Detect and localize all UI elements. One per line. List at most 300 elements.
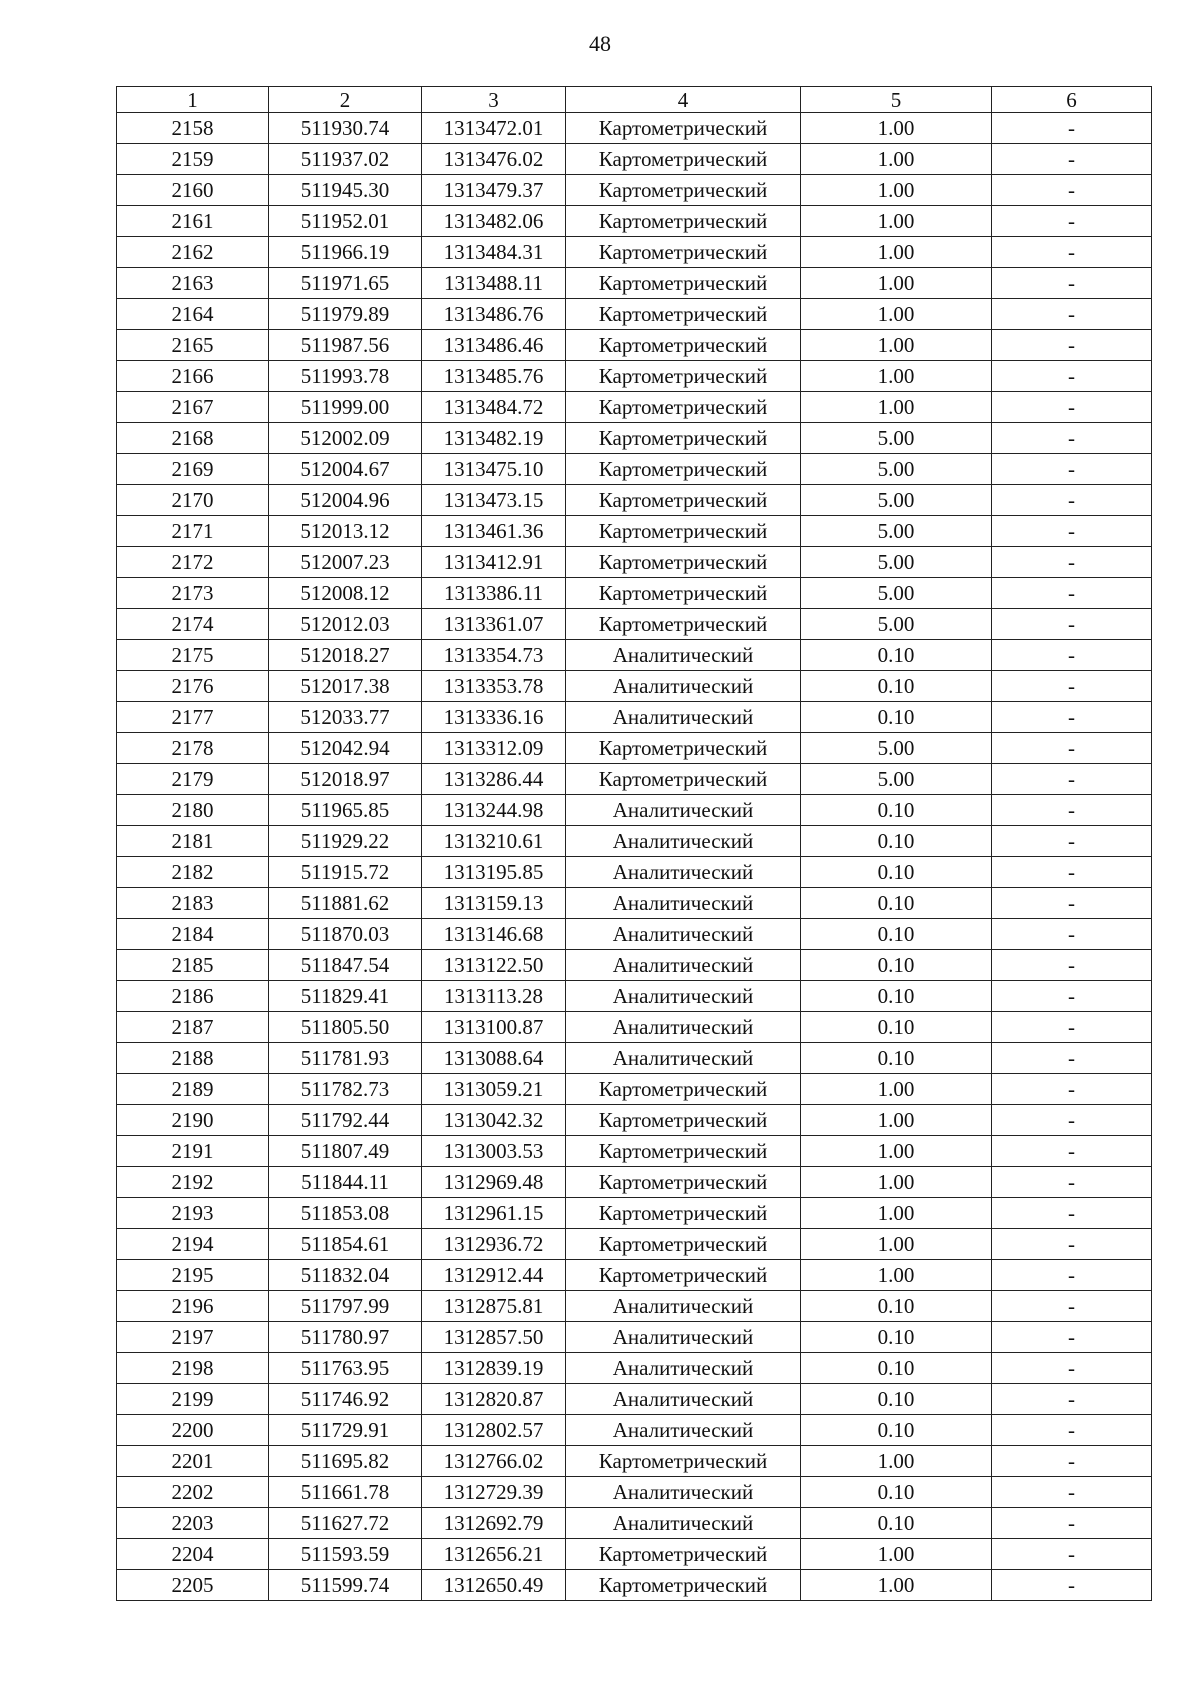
method-cell: Аналитический [566, 1322, 801, 1353]
header-row [117, 87, 1152, 113]
x-coordinate-cell: 511929.22 [269, 826, 422, 857]
method-cell: Картометрический [566, 299, 801, 330]
y-coordinate-cell: 1313353.78 [422, 671, 566, 702]
table-row [117, 609, 1152, 640]
x-coordinate-cell: 511999.00 [269, 392, 422, 423]
x-coordinate-cell: 511792.44 [269, 1105, 422, 1136]
method-cell: Картометрический [566, 330, 801, 361]
table-row [117, 237, 1152, 268]
point-number-cell: 2163 [117, 268, 269, 299]
note-cell: - [992, 671, 1152, 702]
x-coordinate-cell: 511881.62 [269, 888, 422, 919]
x-coordinate-cell: 511987.56 [269, 330, 422, 361]
accuracy-cell: 1.00 [801, 1539, 992, 1570]
accuracy-cell: 5.00 [801, 485, 992, 516]
table-row [117, 1291, 1152, 1322]
note-cell: - [992, 764, 1152, 795]
method-cell: Аналитический [566, 671, 801, 702]
note-cell: - [992, 330, 1152, 361]
method-cell: Аналитический [566, 1043, 801, 1074]
x-coordinate-cell: 512013.12 [269, 516, 422, 547]
note-cell: - [992, 702, 1152, 733]
point-number-cell: 2185 [117, 950, 269, 981]
point-number-cell: 2193 [117, 1198, 269, 1229]
accuracy-cell: 1.00 [801, 392, 992, 423]
accuracy-cell: 5.00 [801, 764, 992, 795]
note-cell: - [992, 578, 1152, 609]
point-number-cell: 2183 [117, 888, 269, 919]
note-cell: - [992, 1322, 1152, 1353]
accuracy-cell: 5.00 [801, 733, 992, 764]
accuracy-cell: 0.10 [801, 1508, 992, 1539]
note-cell: - [992, 144, 1152, 175]
table-row [117, 1136, 1152, 1167]
method-cell: Картометрический [566, 237, 801, 268]
accuracy-cell: 5.00 [801, 516, 992, 547]
note-cell: - [992, 1539, 1152, 1570]
method-cell: Аналитический [566, 1415, 801, 1446]
accuracy-cell: 1.00 [801, 237, 992, 268]
y-coordinate-cell: 1313485.76 [422, 361, 566, 392]
y-coordinate-cell: 1313476.02 [422, 144, 566, 175]
method-cell: Картометрический [566, 454, 801, 485]
point-number-cell: 2199 [117, 1384, 269, 1415]
method-cell: Аналитический [566, 1477, 801, 1508]
x-coordinate-cell: 511780.97 [269, 1322, 422, 1353]
accuracy-cell: 0.10 [801, 888, 992, 919]
x-coordinate-cell: 512007.23 [269, 547, 422, 578]
point-number-cell: 2192 [117, 1167, 269, 1198]
table-row [117, 206, 1152, 237]
x-coordinate-cell: 511915.72 [269, 857, 422, 888]
x-coordinate-cell: 512004.67 [269, 454, 422, 485]
x-coordinate-cell: 512018.27 [269, 640, 422, 671]
y-coordinate-cell: 1313042.32 [422, 1105, 566, 1136]
note-cell: - [992, 516, 1152, 547]
y-coordinate-cell: 1313488.11 [422, 268, 566, 299]
method-cell: Аналитический [566, 950, 801, 981]
method-cell: Картометрический [566, 1105, 801, 1136]
point-number-cell: 2167 [117, 392, 269, 423]
accuracy-cell: 1.00 [801, 1260, 992, 1291]
note-cell: - [992, 547, 1152, 578]
method-cell: Аналитический [566, 857, 801, 888]
point-number-cell: 2184 [117, 919, 269, 950]
x-coordinate-cell: 511797.99 [269, 1291, 422, 1322]
point-number-cell: 2194 [117, 1229, 269, 1260]
table-row [117, 1322, 1152, 1353]
point-number-cell: 2201 [117, 1446, 269, 1477]
method-cell: Аналитический [566, 640, 801, 671]
x-coordinate-cell: 511993.78 [269, 361, 422, 392]
y-coordinate-cell: 1312969.48 [422, 1167, 566, 1198]
y-coordinate-cell: 1313195.85 [422, 857, 566, 888]
accuracy-cell: 1.00 [801, 144, 992, 175]
x-coordinate-cell: 511832.04 [269, 1260, 422, 1291]
table-row [117, 671, 1152, 702]
note-cell: - [992, 175, 1152, 206]
note-cell: - [992, 1136, 1152, 1167]
table-row [117, 1260, 1152, 1291]
method-cell: Картометрический [566, 1539, 801, 1570]
point-number-cell: 2178 [117, 733, 269, 764]
accuracy-cell: 0.10 [801, 671, 992, 702]
note-cell: - [992, 919, 1152, 950]
x-coordinate-cell: 512018.97 [269, 764, 422, 795]
accuracy-cell: 1.00 [801, 299, 992, 330]
point-number-cell: 2164 [117, 299, 269, 330]
x-coordinate-cell: 511599.74 [269, 1570, 422, 1601]
y-coordinate-cell: 1313484.72 [422, 392, 566, 423]
accuracy-cell: 0.10 [801, 1353, 992, 1384]
table-row [117, 175, 1152, 206]
table-row [117, 888, 1152, 919]
accuracy-cell: 5.00 [801, 609, 992, 640]
y-coordinate-cell: 1312936.72 [422, 1229, 566, 1260]
accuracy-cell: 5.00 [801, 423, 992, 454]
note-cell: - [992, 950, 1152, 981]
method-cell: Аналитический [566, 1012, 801, 1043]
note-cell: - [992, 1043, 1152, 1074]
note-cell: - [992, 1446, 1152, 1477]
point-number-cell: 2186 [117, 981, 269, 1012]
note-cell: - [992, 1229, 1152, 1260]
point-number-cell: 2197 [117, 1322, 269, 1353]
note-cell: - [992, 1167, 1152, 1198]
point-number-cell: 2177 [117, 702, 269, 733]
x-coordinate-cell: 512017.38 [269, 671, 422, 702]
table-row [117, 981, 1152, 1012]
point-number-cell: 2188 [117, 1043, 269, 1074]
y-coordinate-cell: 1313312.09 [422, 733, 566, 764]
y-coordinate-cell: 1313479.37 [422, 175, 566, 206]
y-coordinate-cell: 1313412.91 [422, 547, 566, 578]
point-number-cell: 2200 [117, 1415, 269, 1446]
table-row [117, 1074, 1152, 1105]
accuracy-cell: 1.00 [801, 1570, 992, 1601]
table-row [117, 1446, 1152, 1477]
table-row [117, 1043, 1152, 1074]
table-row [117, 733, 1152, 764]
accuracy-cell: 1.00 [801, 175, 992, 206]
y-coordinate-cell: 1312839.19 [422, 1353, 566, 1384]
accuracy-cell: 1.00 [801, 1074, 992, 1105]
point-number-cell: 2196 [117, 1291, 269, 1322]
x-coordinate-cell: 511807.49 [269, 1136, 422, 1167]
method-cell: Картометрический [566, 268, 801, 299]
point-number-cell: 2191 [117, 1136, 269, 1167]
y-coordinate-cell: 1312912.44 [422, 1260, 566, 1291]
method-cell: Аналитический [566, 795, 801, 826]
table-row [117, 361, 1152, 392]
point-number-cell: 2205 [117, 1570, 269, 1601]
x-coordinate-cell: 512033.77 [269, 702, 422, 733]
accuracy-cell: 0.10 [801, 1291, 992, 1322]
table-row [117, 299, 1152, 330]
method-cell: Аналитический [566, 1508, 801, 1539]
y-coordinate-cell: 1313472.01 [422, 113, 566, 144]
note-cell: - [992, 888, 1152, 919]
header-cell-3: 3 [422, 87, 566, 113]
y-coordinate-cell: 1312650.49 [422, 1570, 566, 1601]
table-row [117, 1167, 1152, 1198]
table-row [117, 1012, 1152, 1043]
y-coordinate-cell: 1313482.19 [422, 423, 566, 454]
accuracy-cell: 0.10 [801, 857, 992, 888]
accuracy-cell: 1.00 [801, 1136, 992, 1167]
point-number-cell: 2169 [117, 454, 269, 485]
table-row [117, 1198, 1152, 1229]
accuracy-cell: 1.00 [801, 1105, 992, 1136]
table-row [117, 1539, 1152, 1570]
y-coordinate-cell: 1313159.13 [422, 888, 566, 919]
note-cell: - [992, 857, 1152, 888]
header-cell-6: 6 [992, 87, 1152, 113]
y-coordinate-cell: 1313475.10 [422, 454, 566, 485]
y-coordinate-cell: 1312656.21 [422, 1539, 566, 1570]
y-coordinate-cell: 1313484.31 [422, 237, 566, 268]
method-cell: Картометрический [566, 547, 801, 578]
x-coordinate-cell: 512004.96 [269, 485, 422, 516]
method-cell: Картометрический [566, 1260, 801, 1291]
note-cell: - [992, 1012, 1152, 1043]
method-cell: Картометрический [566, 1570, 801, 1601]
x-coordinate-cell: 511971.65 [269, 268, 422, 299]
y-coordinate-cell: 1313100.87 [422, 1012, 566, 1043]
y-coordinate-cell: 1313336.16 [422, 702, 566, 733]
point-number-cell: 2168 [117, 423, 269, 454]
accuracy-cell: 1.00 [801, 1229, 992, 1260]
y-coordinate-cell: 1313486.46 [422, 330, 566, 361]
method-cell: Картометрический [566, 1074, 801, 1105]
table-row [117, 454, 1152, 485]
note-cell: - [992, 1384, 1152, 1415]
point-number-cell: 2172 [117, 547, 269, 578]
point-number-cell: 2170 [117, 485, 269, 516]
method-cell: Картометрический [566, 144, 801, 175]
header-cell-5: 5 [801, 87, 992, 113]
note-cell: - [992, 1508, 1152, 1539]
point-number-cell: 2166 [117, 361, 269, 392]
note-cell: - [992, 733, 1152, 764]
note-cell: - [992, 1198, 1152, 1229]
note-cell: - [992, 361, 1152, 392]
note-cell: - [992, 237, 1152, 268]
note-cell: - [992, 1291, 1152, 1322]
x-coordinate-cell: 512042.94 [269, 733, 422, 764]
point-number-cell: 2195 [117, 1260, 269, 1291]
note-cell: - [992, 423, 1152, 454]
table-row [117, 795, 1152, 826]
method-cell: Картометрический [566, 1446, 801, 1477]
accuracy-cell: 0.10 [801, 1043, 992, 1074]
note-cell: - [992, 609, 1152, 640]
method-cell: Картометрический [566, 1229, 801, 1260]
y-coordinate-cell: 1313210.61 [422, 826, 566, 857]
accuracy-cell: 1.00 [801, 1198, 992, 1229]
y-coordinate-cell: 1313473.15 [422, 485, 566, 516]
note-cell: - [992, 1353, 1152, 1384]
y-coordinate-cell: 1313354.73 [422, 640, 566, 671]
point-number-cell: 2173 [117, 578, 269, 609]
point-number-cell: 2204 [117, 1539, 269, 1570]
y-coordinate-cell: 1313244.98 [422, 795, 566, 826]
point-number-cell: 2202 [117, 1477, 269, 1508]
x-coordinate-cell: 511829.41 [269, 981, 422, 1012]
accuracy-cell: 1.00 [801, 206, 992, 237]
method-cell: Картометрический [566, 1167, 801, 1198]
method-cell: Картометрический [566, 609, 801, 640]
y-coordinate-cell: 1312802.57 [422, 1415, 566, 1446]
method-cell: Картометрический [566, 1198, 801, 1229]
note-cell: - [992, 1477, 1152, 1508]
table-row [117, 516, 1152, 547]
x-coordinate-cell: 511695.82 [269, 1446, 422, 1477]
point-number-cell: 2158 [117, 113, 269, 144]
method-cell: Картометрический [566, 485, 801, 516]
accuracy-cell: 0.10 [801, 950, 992, 981]
point-number-cell: 2190 [117, 1105, 269, 1136]
note-cell: - [992, 640, 1152, 671]
y-coordinate-cell: 1312875.81 [422, 1291, 566, 1322]
accuracy-cell: 0.10 [801, 1322, 992, 1353]
method-cell: Картометрический [566, 733, 801, 764]
accuracy-cell: 0.10 [801, 1384, 992, 1415]
table-row [117, 1477, 1152, 1508]
y-coordinate-cell: 1312729.39 [422, 1477, 566, 1508]
table-row [117, 1105, 1152, 1136]
method-cell: Картометрический [566, 423, 801, 454]
note-cell: - [992, 299, 1152, 330]
point-number-cell: 2179 [117, 764, 269, 795]
x-coordinate-cell: 511952.01 [269, 206, 422, 237]
x-coordinate-cell: 511805.50 [269, 1012, 422, 1043]
y-coordinate-cell: 1313088.64 [422, 1043, 566, 1074]
method-cell: Картометрический [566, 361, 801, 392]
table-header [117, 87, 1152, 113]
x-coordinate-cell: 511782.73 [269, 1074, 422, 1105]
method-cell: Картометрический [566, 578, 801, 609]
accuracy-cell: 1.00 [801, 1446, 992, 1477]
accuracy-cell: 5.00 [801, 578, 992, 609]
point-number-cell: 2160 [117, 175, 269, 206]
method-cell: Картометрический [566, 113, 801, 144]
y-coordinate-cell: 1313361.07 [422, 609, 566, 640]
x-coordinate-cell: 511966.19 [269, 237, 422, 268]
table-row [117, 547, 1152, 578]
header-cell-1: 1 [117, 87, 269, 113]
table-row [117, 702, 1152, 733]
x-coordinate-cell: 511979.89 [269, 299, 422, 330]
point-number-cell: 2175 [117, 640, 269, 671]
accuracy-cell: 1.00 [801, 113, 992, 144]
x-coordinate-cell: 511729.91 [269, 1415, 422, 1446]
accuracy-cell: 5.00 [801, 454, 992, 485]
x-coordinate-cell: 511945.30 [269, 175, 422, 206]
table-row [117, 485, 1152, 516]
method-cell: Аналитический [566, 919, 801, 950]
page-number: 48 [589, 31, 611, 56]
method-cell: Аналитический [566, 981, 801, 1012]
point-number-cell: 2198 [117, 1353, 269, 1384]
x-coordinate-cell: 511781.93 [269, 1043, 422, 1074]
note-cell: - [992, 454, 1152, 485]
y-coordinate-cell: 1313113.28 [422, 981, 566, 1012]
y-coordinate-cell: 1312857.50 [422, 1322, 566, 1353]
y-coordinate-cell: 1313003.53 [422, 1136, 566, 1167]
point-number-cell: 2203 [117, 1508, 269, 1539]
x-coordinate-cell: 511746.92 [269, 1384, 422, 1415]
x-coordinate-cell: 511870.03 [269, 919, 422, 950]
table-row [117, 826, 1152, 857]
point-number-cell: 2182 [117, 857, 269, 888]
note-cell: - [992, 485, 1152, 516]
x-coordinate-cell: 511965.85 [269, 795, 422, 826]
table-row [117, 1508, 1152, 1539]
method-cell: Картометрический [566, 764, 801, 795]
x-coordinate-cell: 512008.12 [269, 578, 422, 609]
point-number-cell: 2187 [117, 1012, 269, 1043]
y-coordinate-cell: 1312961.15 [422, 1198, 566, 1229]
point-number-cell: 2159 [117, 144, 269, 175]
note-cell: - [992, 826, 1152, 857]
accuracy-cell: 0.10 [801, 640, 992, 671]
method-cell: Аналитический [566, 1291, 801, 1322]
x-coordinate-cell: 511854.61 [269, 1229, 422, 1260]
table-row [117, 423, 1152, 454]
accuracy-cell: 0.10 [801, 795, 992, 826]
x-coordinate-cell: 511937.02 [269, 144, 422, 175]
y-coordinate-cell: 1312820.87 [422, 1384, 566, 1415]
y-coordinate-cell: 1313146.68 [422, 919, 566, 950]
note-cell: - [992, 206, 1152, 237]
accuracy-cell: 1.00 [801, 1167, 992, 1198]
method-cell: Картометрический [566, 175, 801, 206]
header-cell-2: 2 [269, 87, 422, 113]
note-cell: - [992, 1074, 1152, 1105]
point-number-cell: 2161 [117, 206, 269, 237]
accuracy-cell: 1.00 [801, 361, 992, 392]
method-cell: Картометрический [566, 206, 801, 237]
note-cell: - [992, 1415, 1152, 1446]
point-number-cell: 2165 [117, 330, 269, 361]
table-body [117, 113, 1152, 1601]
point-number-cell: 2176 [117, 671, 269, 702]
table-row [117, 640, 1152, 671]
note-cell: - [992, 1570, 1152, 1601]
x-coordinate-cell: 511844.11 [269, 1167, 422, 1198]
y-coordinate-cell: 1313059.21 [422, 1074, 566, 1105]
table-row [117, 764, 1152, 795]
point-number-cell: 2180 [117, 795, 269, 826]
method-cell: Аналитический [566, 1384, 801, 1415]
accuracy-cell: 0.10 [801, 826, 992, 857]
x-coordinate-cell: 511627.72 [269, 1508, 422, 1539]
accuracy-cell: 5.00 [801, 547, 992, 578]
accuracy-cell: 0.10 [801, 1477, 992, 1508]
table-row [117, 950, 1152, 981]
x-coordinate-cell: 512012.03 [269, 609, 422, 640]
table-row [117, 919, 1152, 950]
method-cell: Картометрический [566, 516, 801, 547]
x-coordinate-cell: 511930.74 [269, 113, 422, 144]
y-coordinate-cell: 1312766.02 [422, 1446, 566, 1477]
table-row [117, 330, 1152, 361]
table-row [117, 268, 1152, 299]
point-number-cell: 2189 [117, 1074, 269, 1105]
point-number-cell: 2174 [117, 609, 269, 640]
coordinates-table [116, 86, 1152, 1601]
